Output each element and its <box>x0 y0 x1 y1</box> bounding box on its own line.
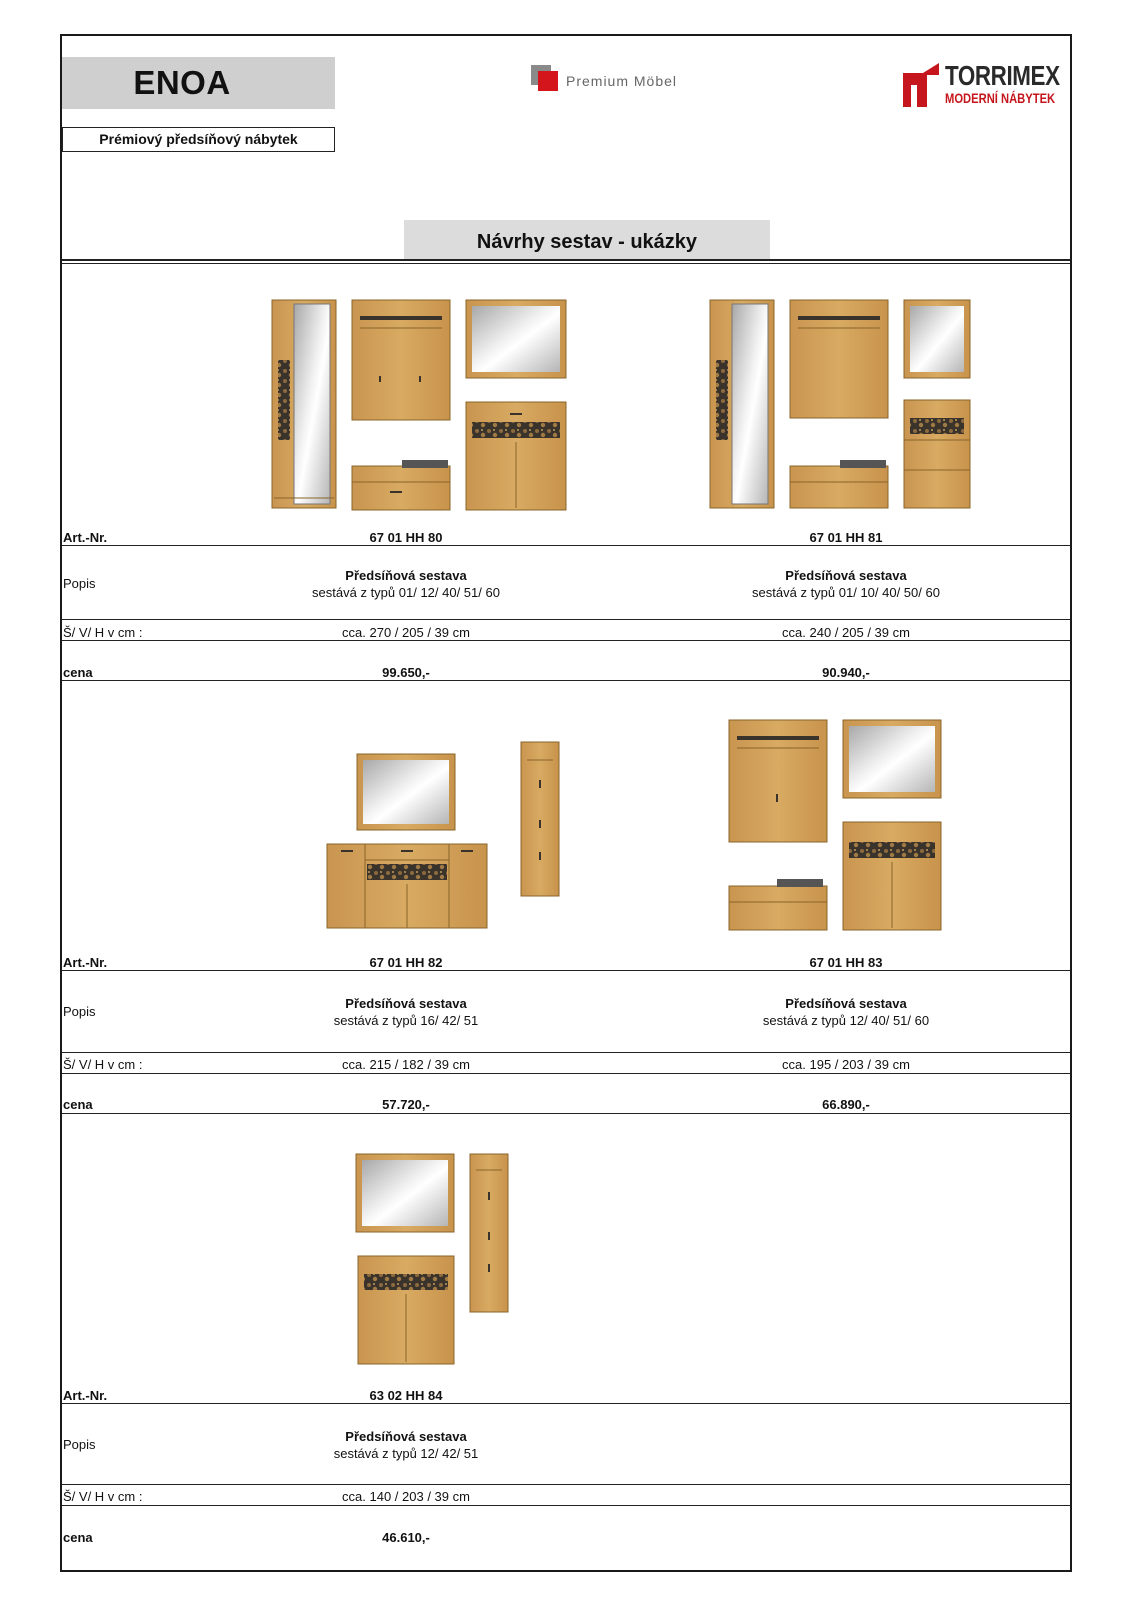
art-number-hh80: 67 01 HH 80 <box>369 530 443 545</box>
product-name-hh81: Předsíňová sestava <box>785 568 907 583</box>
row-divider <box>62 1403 1070 1404</box>
dims-label-row3: Š/ V/ H v cm : <box>63 1489 143 1504</box>
art-number-hh81: 67 01 HH 81 <box>809 530 883 545</box>
header-divider-inner <box>62 263 1070 264</box>
product-desc-hh84: sestává z typů 12/ 42/ 51 <box>333 1446 479 1461</box>
price-label-row3: cena <box>63 1530 93 1545</box>
premium-mobel-text: Premium Möbel <box>566 73 678 89</box>
torrimex-brand-tagline: MODERNÍ NÁBYTEK <box>945 90 1056 106</box>
torrimex-logo-icon <box>903 63 939 107</box>
popis-label-row3: Popis <box>63 1437 96 1452</box>
art-number-hh82: 67 01 HH 82 <box>369 955 443 970</box>
row-divider <box>62 619 1070 620</box>
dims-hh84: cca. 140 / 203 / 39 cm <box>342 1489 470 1504</box>
price-hh84: 46.610,- <box>382 1530 430 1545</box>
product-name-hh82: Předsíňová sestava <box>345 996 467 1011</box>
product-name-hh83: Předsíňová sestava <box>785 996 907 1011</box>
dims-label-row2: Š/ V/ H v cm : <box>63 1057 143 1072</box>
price-hh80: 99.650,- <box>382 665 430 680</box>
price-hh81: 90.940,- <box>822 665 870 680</box>
product-name-hh84: Předsíňová sestava <box>345 1429 467 1444</box>
product-desc-hh83: sestává z typů 12/ 40/ 51/ 60 <box>762 1013 930 1028</box>
art-number-hh83: 67 01 HH 83 <box>809 955 883 970</box>
row-divider <box>62 970 1070 971</box>
dims-hh83: cca. 195 / 203 / 39 cm <box>782 1057 910 1072</box>
art-label-row3: Art.-Nr. <box>63 1388 108 1403</box>
art-label-row1: Art.-Nr. <box>63 530 108 545</box>
price-label-row1: cena <box>63 665 93 680</box>
torrimex-brand-name: TORRIMEX <box>945 60 1060 91</box>
row-divider <box>62 680 1070 681</box>
dims-hh80: cca. 270 / 205 / 39 cm <box>342 625 470 640</box>
row-divider <box>62 1052 1070 1053</box>
row-divider <box>62 1505 1070 1506</box>
product-desc-hh82: sestává z typů 16/ 42/ 51 <box>333 1013 479 1028</box>
row-divider <box>62 1484 1070 1485</box>
row-divider <box>62 1113 1070 1114</box>
row-divider <box>62 640 1070 641</box>
art-label-row2: Art.-Nr. <box>63 955 108 970</box>
popis-label-row1: Popis <box>63 576 96 591</box>
product-image-hh82 <box>325 740 565 930</box>
page-subtitle: Prémiový předsíňový nábytek <box>62 127 335 152</box>
row-divider <box>62 1073 1070 1074</box>
product-image-hh80 <box>270 298 570 510</box>
art-number-hh84: 63 02 HH 84 <box>369 1388 443 1403</box>
page-title: ENOA <box>133 64 231 101</box>
product-desc-hh80: sestává z typů 01/ 12/ 40/ 51/ 60 <box>312 585 500 600</box>
product-name-hh80: Předsíňová sestava <box>345 568 467 583</box>
section-title: Návrhy sestav - ukázky <box>476 231 698 253</box>
premium-mobel-logo <box>531 65 561 91</box>
price-hh82: 57.720,- <box>382 1097 430 1112</box>
price-label-row2: cena <box>63 1097 93 1112</box>
row-divider <box>62 545 1070 546</box>
popis-label-row2: Popis <box>63 1004 96 1019</box>
product-image-hh83 <box>727 718 947 932</box>
dims-hh81: cca. 240 / 205 / 39 cm <box>782 625 910 640</box>
header-divider <box>62 259 1070 261</box>
product-image-hh81 <box>708 298 978 510</box>
product-image-hh84 <box>354 1152 514 1368</box>
product-desc-hh81: sestává z typů 01/ 10/ 40/ 50/ 60 <box>752 585 940 600</box>
dims-hh82: cca. 215 / 182 / 39 cm <box>342 1057 470 1072</box>
price-hh83: 66.890,- <box>822 1097 870 1112</box>
dims-label-row1: Š/ V/ H v cm : <box>63 625 143 640</box>
